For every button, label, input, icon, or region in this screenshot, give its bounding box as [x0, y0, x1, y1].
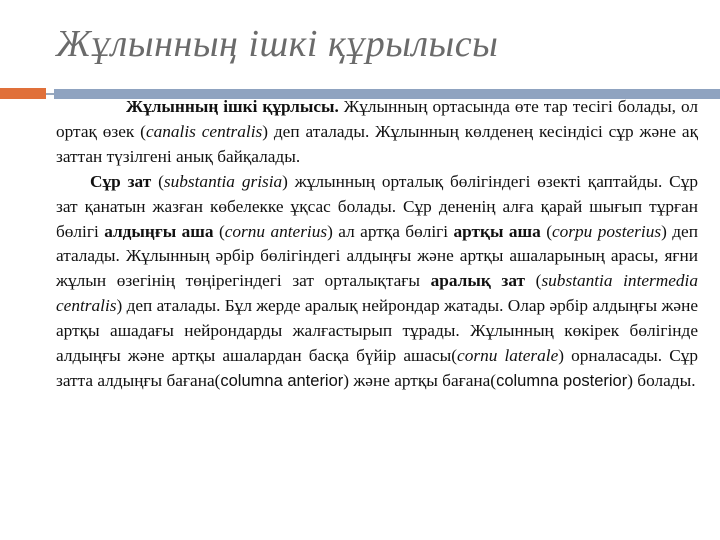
accent-square [0, 88, 46, 99]
text-run: артқы аша [453, 221, 541, 241]
text-run: Жұлынның ішкі құрлысы. [126, 97, 339, 116]
text-run: ( [151, 171, 164, 191]
text-run: Сұр зат [90, 171, 152, 191]
text-run: ) жұлынның орталық бөлігіндегі өзекті қаптайды. Сұр зат қанатын жазған көбелекке ұқсас болады. Сұр дененің алға қарай шығып тұрған бөлігі [56, 171, 698, 241]
text-run: ) және артқы бағана( [343, 370, 497, 390]
title-rule-left [46, 93, 54, 95]
text-run: corpu posterius [551, 221, 662, 241]
text-run: алдыңғы аша [104, 221, 214, 241]
text-run: ) орналасады. Сұр затта алдыңғы бағана( [56, 346, 699, 390]
body-text [56, 95, 698, 394]
text-run: substantia grisia [163, 171, 283, 191]
text-run: cornu laterale [457, 346, 559, 366]
text-run: ) ал артқа бөлігі [327, 221, 454, 241]
text-run: ( [213, 221, 225, 241]
text-run: columna posterior [496, 371, 628, 390]
text-run: cornu anterius [224, 221, 328, 241]
slide-title: Жұлынның ішкі құрылысы [56, 23, 499, 65]
text-run: Жұлынның ортасында өте тар тесігі болады, ол ортақ өзек ( [56, 97, 698, 141]
text-run: ) деп аталады. Жұлынның көлденең кесіндісі сұр және ақ заттан түзілгені анық байқалады. [56, 121, 699, 166]
text-run: canalis centralis [145, 121, 263, 141]
text-run: ) деп аталады. Бұл жерде аралық нейрондар жатады. Олар әрбір алдыңғы және артқы ашадағы нейрондарды жалғастырып тұрады. Жұлынның көкірек бөлігінде алдыңғы және артқы ашалардан басқа бүйір ашасы( [56, 296, 698, 366]
text-run: ) болады. [627, 370, 696, 390]
text-run: ( [540, 221, 552, 241]
text-run: аралық зат [430, 271, 526, 291]
paragraph-1 [56, 95, 698, 170]
paragraph-2 [56, 170, 698, 394]
text-run: columna anterior [220, 371, 344, 390]
text-run: substantia intermedia centralis [56, 271, 698, 316]
text-run: ( [525, 271, 542, 291]
text-run: ) деп аталады. Жұлынның әрбір бөлігіндегі алдыңғы және артқы ашаларының арасы, яғни жұлын өзегінің төңірегіндегі зат орталықтағы [56, 221, 698, 291]
